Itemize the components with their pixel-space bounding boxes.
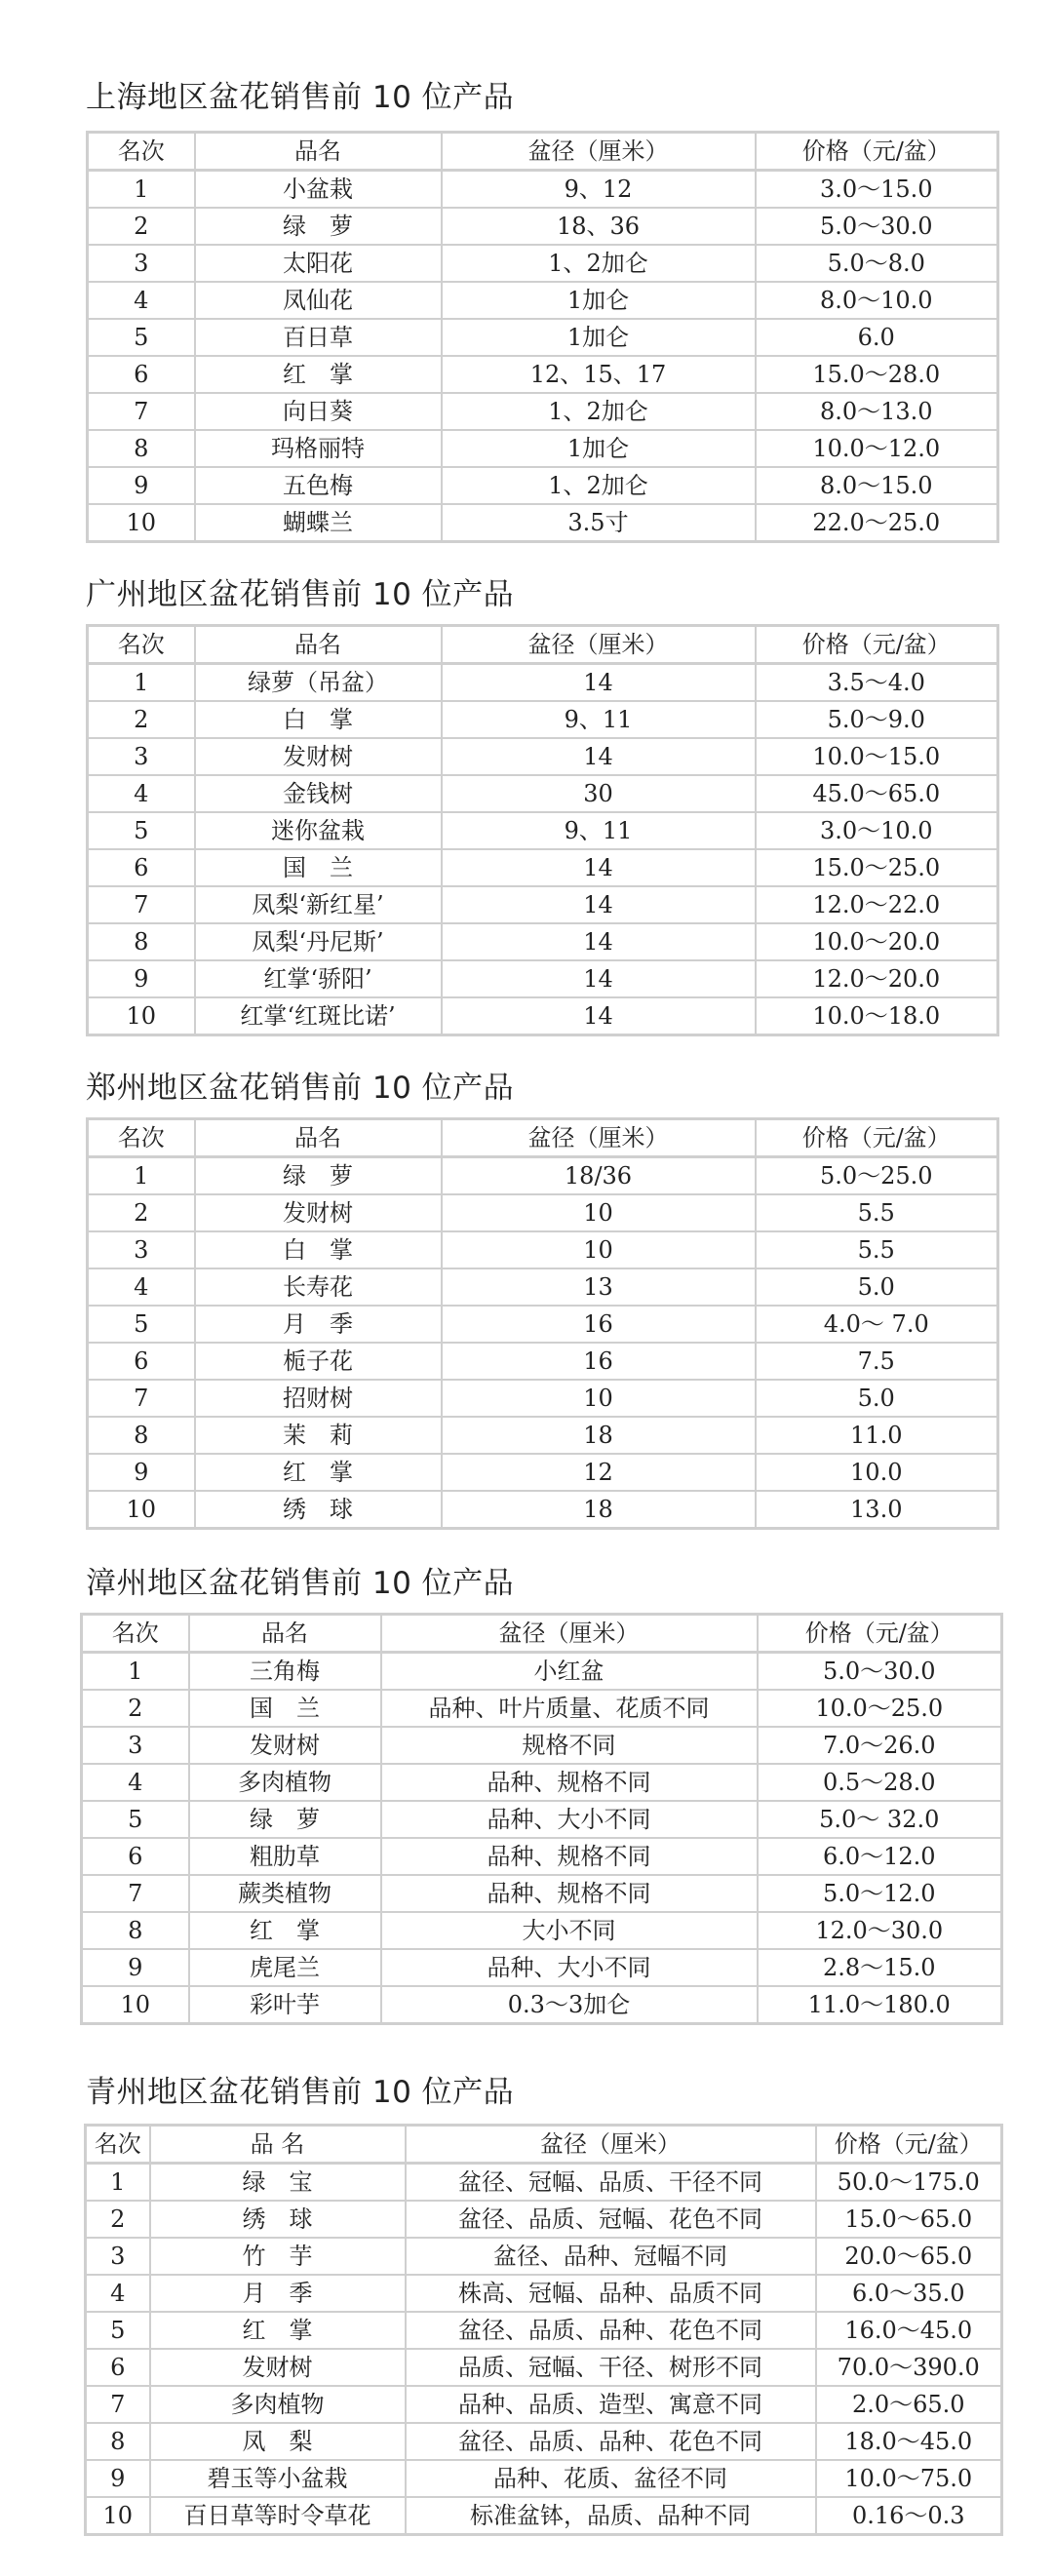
cell-price: 7.5 <box>756 1343 998 1380</box>
table-row <box>88 504 998 542</box>
cell-pot-size: 1、2加仑 <box>442 245 756 282</box>
cell-pot-size: 盆径、品质、冠幅、花色不同 <box>406 2201 816 2238</box>
table-header-row <box>86 2126 1002 2164</box>
cell-rank: 8 <box>86 2423 150 2460</box>
cell-rank: 7 <box>88 886 195 923</box>
cell-price: 8.0～13.0 <box>756 393 998 430</box>
cell-rank: 8 <box>82 1912 189 1949</box>
cell-price: 12.0～22.0 <box>756 886 998 923</box>
cell-price: 12.0～30.0 <box>758 1912 1002 1949</box>
cell-pot-size: 9、11 <box>442 812 756 849</box>
cell-rank: 2 <box>88 1194 195 1231</box>
cell-pot-size: 1加仑 <box>442 319 756 356</box>
cell-pot-size: 小红盆 <box>381 1653 758 1691</box>
cell-pot-size: 品种、大小不同 <box>381 1801 758 1838</box>
cell-pot-size: 盆径、品质、品种、花色不同 <box>406 2423 816 2460</box>
cell-price: 2.0～65.0 <box>816 2386 1002 2423</box>
cell-pot-size: 14 <box>442 886 756 923</box>
header-price: 价格（元/盆） <box>758 1615 1002 1653</box>
cell-name: 红 掌 <box>189 1912 381 1949</box>
table-row <box>82 1838 1002 1875</box>
cell-rank: 9 <box>88 1454 195 1491</box>
cell-rank: 1 <box>86 2164 150 2202</box>
cell-pot-size: 规格不同 <box>381 1727 758 1764</box>
cell-name: 蕨类植物 <box>189 1875 381 1912</box>
sales-table <box>80 1613 1003 2025</box>
table-header-row <box>88 133 998 171</box>
header-pot-size: 盆径（厘米） <box>406 2126 816 2164</box>
cell-pot-size: 1、2加仑 <box>442 393 756 430</box>
cell-name: 月 季 <box>195 1306 442 1343</box>
cell-price: 45.0～65.0 <box>756 775 998 812</box>
section-title: 漳州地区盆花销售前 10 位产品 <box>86 1566 515 1601</box>
table-row <box>82 1949 1002 1986</box>
sales-table <box>84 2124 1003 2536</box>
cell-name: 百日草等时令草花 <box>150 2497 406 2535</box>
cell-price: 6.0～35.0 <box>816 2275 1002 2312</box>
cell-pot-size: 14 <box>442 923 756 960</box>
table-row <box>86 2423 1002 2460</box>
cell-name: 迷你盆栽 <box>195 812 442 849</box>
cell-price: 5.0 <box>756 1268 998 1306</box>
cell-rank: 7 <box>86 2386 150 2423</box>
cell-pot-size: 品种、品质、造型、寓意不同 <box>406 2386 816 2423</box>
cell-price: 0.16～0.3 <box>816 2497 1002 2535</box>
table-row <box>86 2386 1002 2423</box>
table-row <box>86 2164 1002 2202</box>
cell-pot-size: 大小不同 <box>381 1912 758 1949</box>
cell-price: 11.0～180.0 <box>758 1986 1002 2024</box>
cell-price: 5.0～12.0 <box>758 1875 1002 1912</box>
cell-name: 绣 球 <box>195 1491 442 1529</box>
cell-name: 茉 莉 <box>195 1417 442 1454</box>
header-pot-size: 盆径（厘米） <box>442 626 756 664</box>
section-title: 广州地区盆花销售前 10 位产品 <box>86 577 515 612</box>
cell-pot-size: 盆径、品种、冠幅不同 <box>406 2238 816 2275</box>
cell-price: 8.0～10.0 <box>756 282 998 319</box>
header-name: 品名 <box>195 1119 442 1157</box>
cell-rank: 4 <box>82 1764 189 1801</box>
cell-pot-size: 16 <box>442 1343 756 1380</box>
table-row <box>88 319 998 356</box>
table-header-row <box>82 1615 1002 1653</box>
cell-pot-size: 0.3～3加仑 <box>381 1986 758 2024</box>
cell-price: 15.0～28.0 <box>756 356 998 393</box>
table-row <box>88 997 998 1035</box>
cell-price: 3.0～15.0 <box>756 171 998 209</box>
cell-pot-size: 9、11 <box>442 701 756 738</box>
cell-price: 5.0～ 32.0 <box>758 1801 1002 1838</box>
table-row <box>88 664 998 702</box>
cell-price: 16.0～45.0 <box>816 2312 1002 2349</box>
table-row <box>82 1653 1002 1691</box>
cell-rank: 5 <box>88 1306 195 1343</box>
cell-rank: 7 <box>82 1875 189 1912</box>
cell-price: 5.0～8.0 <box>756 245 998 282</box>
cell-pot-size: 18 <box>442 1417 756 1454</box>
cell-price: 5.5 <box>756 1231 998 1268</box>
table-row <box>82 1727 1002 1764</box>
cell-name: 粗肋草 <box>189 1838 381 1875</box>
cell-price: 15.0～25.0 <box>756 849 998 886</box>
cell-rank: 10 <box>88 504 195 542</box>
cell-pot-size: 品种、规格不同 <box>381 1875 758 1912</box>
cell-name: 虎尾兰 <box>189 1949 381 1986</box>
cell-rank: 6 <box>82 1838 189 1875</box>
cell-rank: 2 <box>82 1690 189 1727</box>
cell-rank: 5 <box>88 812 195 849</box>
cell-pot-size: 13 <box>442 1268 756 1306</box>
cell-pot-size: 14 <box>442 738 756 775</box>
cell-pot-size: 14 <box>442 849 756 886</box>
table-row <box>86 2460 1002 2497</box>
table-row <box>88 738 998 775</box>
cell-pot-size: 12、15、17 <box>442 356 756 393</box>
table-row <box>86 2349 1002 2386</box>
cell-name: 太阳花 <box>195 245 442 282</box>
cell-rank: 10 <box>88 997 195 1035</box>
cell-price: 10.0～15.0 <box>756 738 998 775</box>
cell-pot-size: 品种、大小不同 <box>381 1949 758 1986</box>
table-row <box>88 923 998 960</box>
cell-price: 10.0～12.0 <box>756 430 998 467</box>
cell-rank: 3 <box>88 738 195 775</box>
cell-rank: 6 <box>88 356 195 393</box>
table-row <box>88 1157 998 1195</box>
cell-price: 13.0 <box>756 1491 998 1529</box>
cell-name: 绣 球 <box>150 2201 406 2238</box>
table-row <box>82 1875 1002 1912</box>
cell-rank: 9 <box>86 2460 150 2497</box>
cell-rank: 3 <box>86 2238 150 2275</box>
table-row <box>86 2275 1002 2312</box>
table-row <box>88 1380 998 1417</box>
cell-rank: 10 <box>86 2497 150 2535</box>
sales-table <box>86 1117 999 1530</box>
cell-price: 10.0 <box>756 1454 998 1491</box>
table-row <box>82 1690 1002 1727</box>
cell-pot-size: 9、12 <box>442 171 756 209</box>
cell-price: 5.0～9.0 <box>756 701 998 738</box>
cell-rank: 4 <box>86 2275 150 2312</box>
table-row <box>82 1801 1002 1838</box>
cell-price: 11.0 <box>756 1417 998 1454</box>
cell-pot-size: 18、36 <box>442 208 756 245</box>
cell-rank: 8 <box>88 430 195 467</box>
cell-name: 白 掌 <box>195 701 442 738</box>
cell-pot-size: 10 <box>442 1194 756 1231</box>
cell-price: 10.0～75.0 <box>816 2460 1002 2497</box>
cell-rank: 5 <box>86 2312 150 2349</box>
cell-rank: 6 <box>88 1343 195 1380</box>
cell-name: 发财树 <box>150 2349 406 2386</box>
header-price: 价格（元/盆） <box>756 1119 998 1157</box>
cell-pot-size: 18/36 <box>442 1157 756 1195</box>
cell-price: 7.0～26.0 <box>758 1727 1002 1764</box>
table-row <box>86 2238 1002 2275</box>
cell-rank: 5 <box>88 319 195 356</box>
table-row <box>88 849 998 886</box>
cell-name: 玛格丽特 <box>195 430 442 467</box>
header-rank: 名次 <box>82 1615 189 1653</box>
cell-name: 国 兰 <box>189 1690 381 1727</box>
table-header-row <box>88 1119 998 1157</box>
cell-pot-size: 1、2加仑 <box>442 467 756 504</box>
cell-pot-size: 30 <box>442 775 756 812</box>
cell-rank: 10 <box>88 1491 195 1529</box>
cell-price: 5.5 <box>756 1194 998 1231</box>
cell-pot-size: 12 <box>442 1454 756 1491</box>
table-row <box>88 960 998 997</box>
cell-pot-size: 3.5寸 <box>442 504 756 542</box>
cell-price: 5.0 <box>756 1380 998 1417</box>
table-row <box>86 2497 1002 2535</box>
table-row <box>82 1986 1002 2024</box>
cell-price: 3.5～4.0 <box>756 664 998 702</box>
cell-name: 月 季 <box>150 2275 406 2312</box>
cell-pot-size: 16 <box>442 1306 756 1343</box>
cell-price: 70.0～390.0 <box>816 2349 1002 2386</box>
cell-name: 发财树 <box>195 738 442 775</box>
cell-name: 向日葵 <box>195 393 442 430</box>
cell-price: 22.0～25.0 <box>756 504 998 542</box>
header-rank: 名次 <box>88 1119 195 1157</box>
table-row <box>88 1306 998 1343</box>
cell-price: 6.0～12.0 <box>758 1838 1002 1875</box>
header-price: 价格（元/盆） <box>756 133 998 171</box>
cell-pot-size: 1加仑 <box>442 430 756 467</box>
cell-rank: 6 <box>86 2349 150 2386</box>
header-name: 品名 <box>195 626 442 664</box>
cell-rank: 2 <box>86 2201 150 2238</box>
cell-pot-size: 品质、冠幅、干径、树形不同 <box>406 2349 816 2386</box>
cell-price: 12.0～20.0 <box>756 960 998 997</box>
cell-name: 五色梅 <box>195 467 442 504</box>
cell-pot-size: 1加仑 <box>442 282 756 319</box>
cell-price: 0.5～28.0 <box>758 1764 1002 1801</box>
cell-rank: 2 <box>88 701 195 738</box>
table-row <box>88 245 998 282</box>
cell-price: 5.0～25.0 <box>756 1157 998 1195</box>
cell-pot-size: 品种、规格不同 <box>381 1838 758 1875</box>
cell-name: 绿 宝 <box>150 2164 406 2202</box>
cell-name: 三角梅 <box>189 1653 381 1691</box>
table-header-row <box>88 626 998 664</box>
cell-pot-size: 14 <box>442 664 756 702</box>
cell-rank: 9 <box>82 1949 189 1986</box>
cell-price: 10.0～25.0 <box>758 1690 1002 1727</box>
cell-name: 绿 萝 <box>195 208 442 245</box>
cell-price: 3.0～10.0 <box>756 812 998 849</box>
cell-price: 2.8～15.0 <box>758 1949 1002 1986</box>
table-row <box>88 1231 998 1268</box>
cell-rank: 1 <box>88 1157 195 1195</box>
header-rank: 名次 <box>86 2126 150 2164</box>
cell-rank: 4 <box>88 282 195 319</box>
cell-rank: 4 <box>88 775 195 812</box>
cell-pot-size: 品种、规格不同 <box>381 1764 758 1801</box>
cell-name: 多肉植物 <box>189 1764 381 1801</box>
cell-pot-size: 标准盆钵，品质、品种不同 <box>406 2497 816 2535</box>
cell-rank: 1 <box>82 1653 189 1691</box>
cell-name: 栀子花 <box>195 1343 442 1380</box>
cell-price: 18.0～45.0 <box>816 2423 1002 2460</box>
cell-price: 4.0～ 7.0 <box>756 1306 998 1343</box>
cell-name: 发财树 <box>189 1727 381 1764</box>
cell-pot-size: 10 <box>442 1231 756 1268</box>
cell-pot-size: 盆径、冠幅、品质、干径不同 <box>406 2164 816 2202</box>
table-row <box>88 171 998 209</box>
cell-rank: 4 <box>88 1268 195 1306</box>
table-row <box>88 356 998 393</box>
cell-name: 凤 梨 <box>150 2423 406 2460</box>
cell-name: 竹 芋 <box>150 2238 406 2275</box>
header-pot-size: 盆径（厘米） <box>442 133 756 171</box>
cell-name: 蝴蝶兰 <box>195 504 442 542</box>
table-row <box>88 208 998 245</box>
header-rank: 名次 <box>88 133 195 171</box>
cell-price: 50.0～175.0 <box>816 2164 1002 2202</box>
cell-pot-size: 品种、叶片质量、花质不同 <box>381 1690 758 1727</box>
sales-table <box>86 131 999 543</box>
cell-rank: 7 <box>88 393 195 430</box>
cell-rank: 6 <box>88 849 195 886</box>
table-row <box>86 2201 1002 2238</box>
cell-name: 红掌‘骄阳’ <box>195 960 442 997</box>
header-name: 品 名 <box>150 2126 406 2164</box>
table-row <box>88 1194 998 1231</box>
cell-name: 白 掌 <box>195 1231 442 1268</box>
cell-rank: 3 <box>82 1727 189 1764</box>
cell-rank: 5 <box>82 1801 189 1838</box>
cell-name: 绿 萝 <box>189 1801 381 1838</box>
cell-rank: 1 <box>88 171 195 209</box>
cell-pot-size: 10 <box>442 1380 756 1417</box>
cell-rank: 1 <box>88 664 195 702</box>
cell-name: 长寿花 <box>195 1268 442 1306</box>
table-row <box>88 1268 998 1306</box>
header-name: 品名 <box>189 1615 381 1653</box>
section-title: 青州地区盆花销售前 10 位产品 <box>86 2075 515 2110</box>
table-row <box>88 886 998 923</box>
table-row <box>88 1491 998 1529</box>
header-pot-size: 盆径（厘米） <box>442 1119 756 1157</box>
cell-rank: 10 <box>82 1986 189 2024</box>
table-row <box>88 1417 998 1454</box>
cell-price: 8.0～15.0 <box>756 467 998 504</box>
cell-name: 小盆栽 <box>195 171 442 209</box>
cell-rank: 3 <box>88 245 195 282</box>
cell-name: 凤梨‘丹尼斯’ <box>195 923 442 960</box>
cell-name: 红掌‘红斑比诺’ <box>195 997 442 1035</box>
table-row <box>88 467 998 504</box>
cell-name: 百日草 <box>195 319 442 356</box>
cell-rank: 8 <box>88 1417 195 1454</box>
header-price: 价格（元/盆） <box>756 626 998 664</box>
cell-name: 红 掌 <box>150 2312 406 2349</box>
cell-pot-size: 株高、冠幅、品种、品质不同 <box>406 2275 816 2312</box>
cell-pot-size: 盆径、品质、品种、花色不同 <box>406 2312 816 2349</box>
table-row <box>82 1764 1002 1801</box>
cell-pot-size: 14 <box>442 997 756 1035</box>
cell-name: 凤仙花 <box>195 282 442 319</box>
sales-table <box>86 624 999 1036</box>
cell-pot-size: 18 <box>442 1491 756 1529</box>
header-pot-size: 盆径（厘米） <box>381 1615 758 1653</box>
cell-rank: 3 <box>88 1231 195 1268</box>
table-row <box>88 282 998 319</box>
cell-price: 20.0～65.0 <box>816 2238 1002 2275</box>
section-title: 上海地区盆花销售前 10 位产品 <box>86 80 515 115</box>
cell-price: 6.0 <box>756 319 998 356</box>
table-row <box>88 812 998 849</box>
table-row <box>88 1343 998 1380</box>
cell-name: 绿 萝 <box>195 1157 442 1195</box>
cell-price: 10.0～20.0 <box>756 923 998 960</box>
cell-name: 国 兰 <box>195 849 442 886</box>
header-price: 价格（元/盆） <box>816 2126 1002 2164</box>
cell-name: 多肉植物 <box>150 2386 406 2423</box>
cell-rank: 9 <box>88 960 195 997</box>
table-row <box>88 701 998 738</box>
header-name: 品名 <box>195 133 442 171</box>
table-row <box>88 1454 998 1491</box>
cell-name: 彩叶芋 <box>189 1986 381 2024</box>
cell-name: 碧玉等小盆栽 <box>150 2460 406 2497</box>
header-rank: 名次 <box>88 626 195 664</box>
cell-rank: 9 <box>88 467 195 504</box>
table-row <box>88 430 998 467</box>
cell-price: 5.0～30.0 <box>758 1653 1002 1691</box>
cell-name: 绿萝（吊盆） <box>195 664 442 702</box>
table-row <box>88 393 998 430</box>
cell-pot-size: 品种、花质、盆径不同 <box>406 2460 816 2497</box>
cell-name: 发财树 <box>195 1194 442 1231</box>
table-row <box>82 1912 1002 1949</box>
cell-price: 10.0～18.0 <box>756 997 998 1035</box>
cell-rank: 2 <box>88 208 195 245</box>
table-row <box>88 775 998 812</box>
cell-name: 招财树 <box>195 1380 442 1417</box>
cell-rank: 7 <box>88 1380 195 1417</box>
cell-price: 15.0～65.0 <box>816 2201 1002 2238</box>
table-row <box>86 2312 1002 2349</box>
cell-name: 凤梨‘新红星’ <box>195 886 442 923</box>
cell-name: 红 掌 <box>195 1454 442 1491</box>
cell-rank: 8 <box>88 923 195 960</box>
section-title: 郑州地区盆花销售前 10 位产品 <box>86 1071 515 1106</box>
cell-pot-size: 14 <box>442 960 756 997</box>
cell-name: 红 掌 <box>195 356 442 393</box>
cell-price: 5.0～30.0 <box>756 208 998 245</box>
cell-name: 金钱树 <box>195 775 442 812</box>
